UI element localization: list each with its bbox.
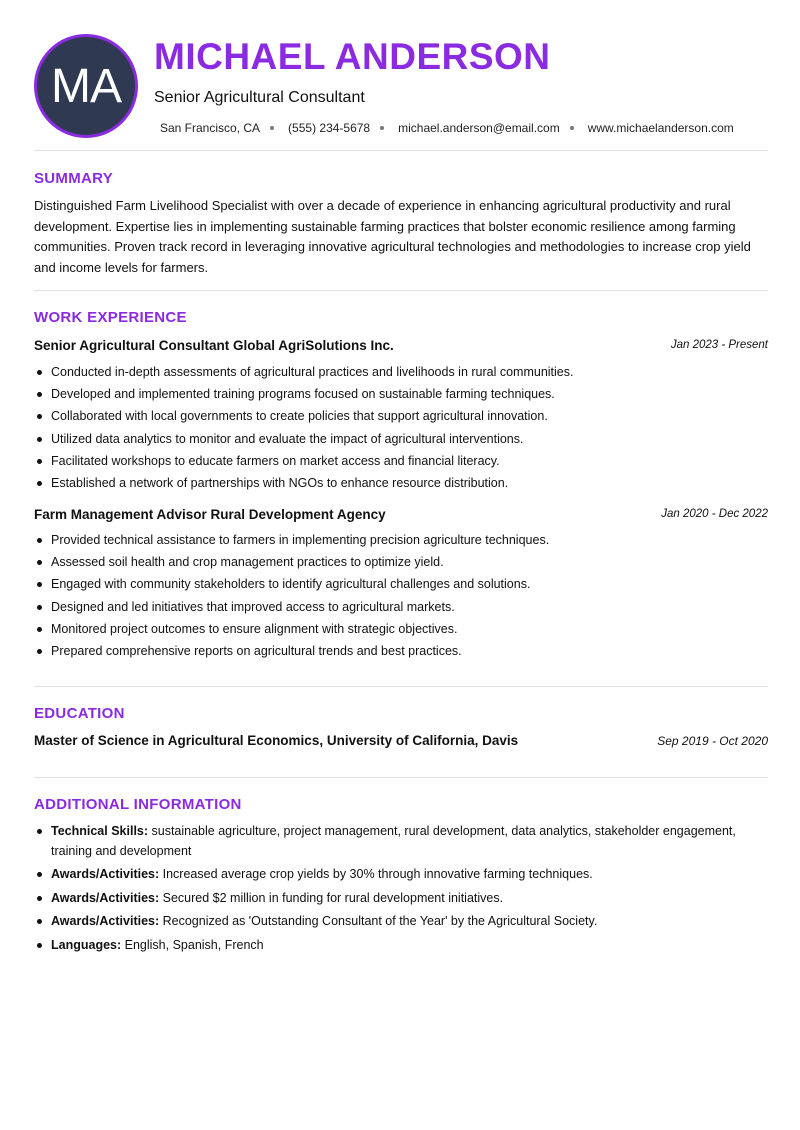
job-bullets (34, 361, 768, 494)
separator-dot (570, 126, 574, 130)
job-role: Farm Management Advisor Rural Development Agency (34, 507, 386, 522)
item-text: Recognized as 'Outstanding Consultant of the Year' by the Agricultural Society. (159, 914, 598, 928)
education-degree: Master of Science in Agricultural Economics, University of California, Davis (34, 733, 519, 748)
section-divider (34, 290, 768, 291)
item-label: Technical Skills: (51, 824, 149, 838)
candidate-name: MICHAEL ANDERSON (154, 36, 551, 77)
additional-list (34, 822, 768, 959)
summary-text: Distinguished Farm Livelihood Specialist with over a decade of experience in enhancing agricultural productivity and rural development. Expertise lies in implementing sustainable farming practices that bolster economic resilience among farming communities. Proven track record in leveraging innovative agricultural technologies and methodologies to increase crop yield and income levels for farmers. (34, 198, 751, 275)
item-text: English, Spanish, French (121, 937, 264, 952)
contact-location: San Francisco, CA (160, 121, 261, 135)
experience-heading: WORK EXPERIENCE (34, 309, 187, 326)
list-item: Established a network of partnerships with NGOs to enhance resource distribution. (34, 472, 768, 494)
section-divider (34, 150, 768, 151)
list-item (34, 865, 768, 885)
list-item: Utilized data analytics to monitor and evaluate the impact of agricultural interventions. (34, 428, 768, 450)
job-header (34, 507, 768, 525)
separator-dot (270, 126, 274, 130)
item-label: Awards/Activities: (51, 914, 160, 928)
list-item (34, 936, 768, 956)
candidate-title: Senior Agricultural Consultant (154, 89, 365, 106)
resume-header (34, 34, 768, 138)
list-item: Collaborated with local governments to create policies that support agricultural innovation. (34, 405, 768, 427)
list-item: Conducted in-depth assessments of agricultural practices and livelihoods in rural communities. (34, 361, 768, 383)
list-item (34, 822, 768, 861)
list-item: Assessed soil health and crop management practices to optimize yield. (34, 551, 768, 573)
item-text: Secured $2 million in funding for rural development initiatives. (159, 890, 504, 905)
item-label: Awards/Activities: (51, 890, 160, 905)
section-divider (34, 686, 768, 687)
contact-phone[interactable]: (555) 234-5678 (288, 121, 371, 135)
list-item: Provided technical assistance to farmers in implementing precision agriculture techniques. (34, 529, 768, 551)
avatar-initials: MA (51, 59, 121, 113)
contact-website[interactable]: www.michaelanderson.com (587, 121, 734, 135)
item-text: sustainable agriculture, project management, rural development, data analytics, stakeholder engagement, training and development (51, 824, 736, 858)
avatar (34, 34, 138, 138)
list-item: Designed and led initiatives that improved access to agricultural markets. (34, 596, 768, 618)
item-label: Awards/Activities: (51, 867, 160, 881)
education-dates: Sep 2019 - Oct 2020 (657, 734, 768, 748)
list-item: Prepared comprehensive reports on agricultural trends and best practices. (34, 640, 768, 662)
contact-email[interactable]: michael.anderson@email.com (398, 121, 560, 135)
list-item: Facilitated workshops to educate farmers on market access and financial literacy. (34, 450, 768, 472)
additional-heading: ADDITIONAL INFORMATION (34, 796, 242, 813)
list-item (34, 912, 768, 932)
separator-dot (380, 126, 384, 130)
job-header (34, 338, 768, 356)
education-heading: EDUCATION (34, 705, 125, 722)
education-entry (34, 733, 768, 751)
list-item: Developed and implemented training programs focused on sustainable farming techniques. (34, 383, 768, 405)
job-dates: Jan 2020 - Dec 2022 (661, 508, 768, 520)
contact-line (160, 121, 734, 135)
job-bullets (34, 529, 768, 662)
item-text: Increased average crop yields by 30% through innovative farming techniques. (159, 867, 593, 881)
list-item (34, 889, 768, 909)
item-label: Languages: (51, 937, 122, 952)
list-item: Engaged with community stakeholders to identify agricultural challenges and solutions. (34, 573, 768, 595)
list-item: Monitored project outcomes to ensure alignment with strategic objectives. (34, 618, 768, 640)
summary-heading: SUMMARY (34, 170, 114, 187)
section-divider (34, 777, 768, 778)
job-dates: Jan 2023 - Present (670, 339, 768, 351)
job-role: Senior Agricultural Consultant Global AgriSolutions Inc. (34, 338, 394, 353)
